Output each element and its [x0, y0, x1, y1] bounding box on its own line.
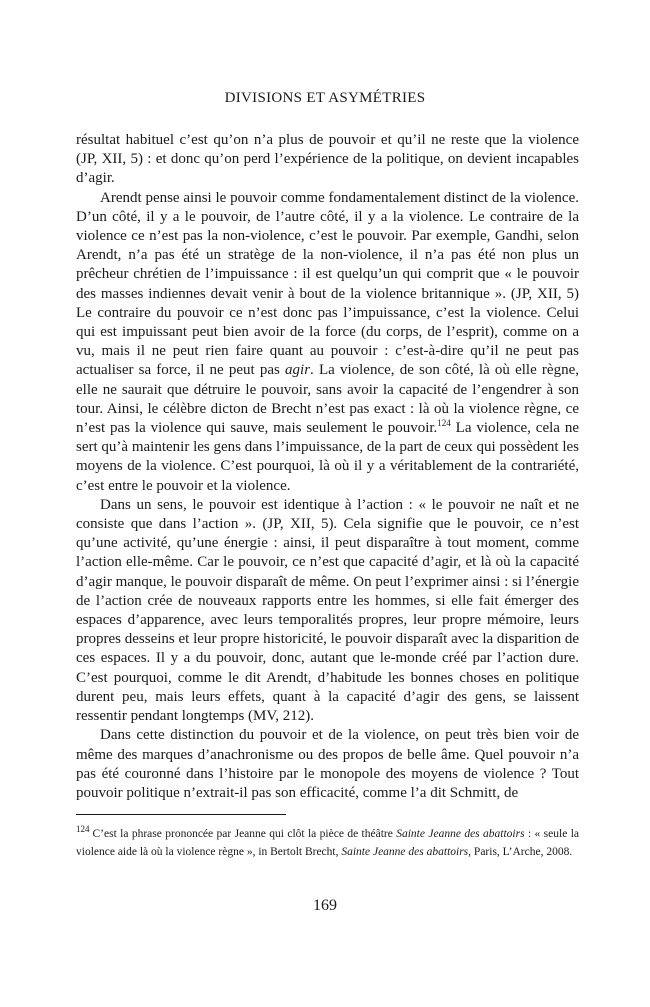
footnote-text-2: : « seule la violence aide là où la violence règne », in Bertolt Brecht,: [76, 828, 580, 858]
footnote-title-2: Sainte Jeanne des abattoirs: [341, 845, 469, 858]
paragraph-2: [76, 189, 579, 496]
paragraph-2-part-1: Arendt pense ainsi le pouvoir comme fondamentalement distinct de la violence. D’un côté, il y a le pouvoir, de l’autre côté, il y a la violence. Le contraire de la violence ce n’est pas la non-violence, c’est le pouvoir. Par exemple, Gandhi, selon Arendt, n’a pas été un stratège de la non-violence, il n’a pas été non plus un prêcheur chrétien de l’impuissance : il est quelqu’un qui comprit que « le pouvoir des masses indiennes devait venir à bout de la violence britannique ». (JP, XII, 5) Le contraire du pouvoir ce n’est donc pas l’impuissance, c’est la violence. Celui qui est impuissant peut bien avoir de la force (du corps, de l’esprit), comme on a vu, mais il ne peut rien faire quant au pouvoir : c’est-à-dire qu’il ne peut pas actualiser sa force, il ne peut pas: [76, 189, 579, 379]
paragraph-1: résultat habituel c’est qu’on n’a plus de pouvoir et qu’il ne reste que la violence (JP, XII, 5) : et donc qu’on perd l’expérience de la politique, on devient incapables d’agir.: [76, 132, 579, 187]
paragraph-3: Dans un sens, le pouvoir est identique à l’action : « le pouvoir ne naît et ne consiste que dans l’action ». (JP, XII, 5). Cela signifie que le pouvoir, ce n’est qu’une activité, qu’une énergie : ainsi, il peut disparaître à tout moment, comme l’action elle-même. Car le pouvoir, ce n’est que capacité d’agir, et là où la capacité d’agir manque, le pouvoir disparaît de même. On peut l’exprimer ainsi : si l’énergie de l’action crée de nouveaux rapports entre les hommes, si elle fait émerger des espaces d’apparence, avec leurs temporalités propres, leur propre mémoire, leurs propres desseins et leur propre historicité, le pouvoir disparaît avec la disparition de ces espaces. Il y a du pouvoir, donc, autant que le-monde créé par l’action dure. C’est pourquoi, comme le dit Arendt, d’habitude les bonnes choses en politique durent peu, mais leurs effets, quant à la capacité d’agir des gens, se laissent ressentir pendant longtemps (MV, 212).: [76, 496, 579, 725]
footnote-text-1: C’est la phrase prononcée par Jeanne qui clôt la pièce de théâtre: [92, 828, 393, 840]
footnote: [76, 826, 579, 861]
main-text: [76, 131, 579, 803]
emphasis-agir: agir: [285, 362, 311, 379]
footnote-text-3: , Paris, L’Arche, 2008.: [468, 845, 573, 858]
paragraph-2-part-2: . La violence, de son côté, là où elle règne, elle ne saurait que détruire le pouvoir, sans avoir la capacité de l’engendrer à son tour. Ainsi, le célèbre dicton de Brecht n’est pas exact : là où la violence règne, ce n’est pas la violence qui sauve, mais seulement le pouvoir.: [76, 362, 579, 437]
paragraph-4: Dans cette distinction du pouvoir et de la violence, on peut très bien voir de même des marques d’anachronisme ou des propos de belle âme. Quel pouvoir n’a pas été couronné dans l’histoire par le monopole des moyens de violence ? Tout pouvoir politique n’extrait-il pas son efficacité, comme l’a dit Schmitt, de: [76, 727, 579, 801]
footnote-number: 124: [76, 824, 90, 835]
footnote-separator: [76, 814, 286, 815]
paragraph-2-part-3: La violence, cela ne sert qu’à maintenir les gens dans l’impuissance, de la part de ceux qui possèdent les moyens de la violence. C’est pourquoi, là où il y a véritablement de la contrariété, c’est entre le pouvoir et la violence.: [76, 420, 579, 494]
footnote-title-1: Sainte Jeanne des abattoirs: [396, 828, 525, 840]
page-number: 169: [313, 897, 337, 914]
footnote-reference[interactable]: 124: [437, 418, 451, 429]
running-header: DIVISIONS ET ASYMÉTRIES: [224, 90, 426, 106]
